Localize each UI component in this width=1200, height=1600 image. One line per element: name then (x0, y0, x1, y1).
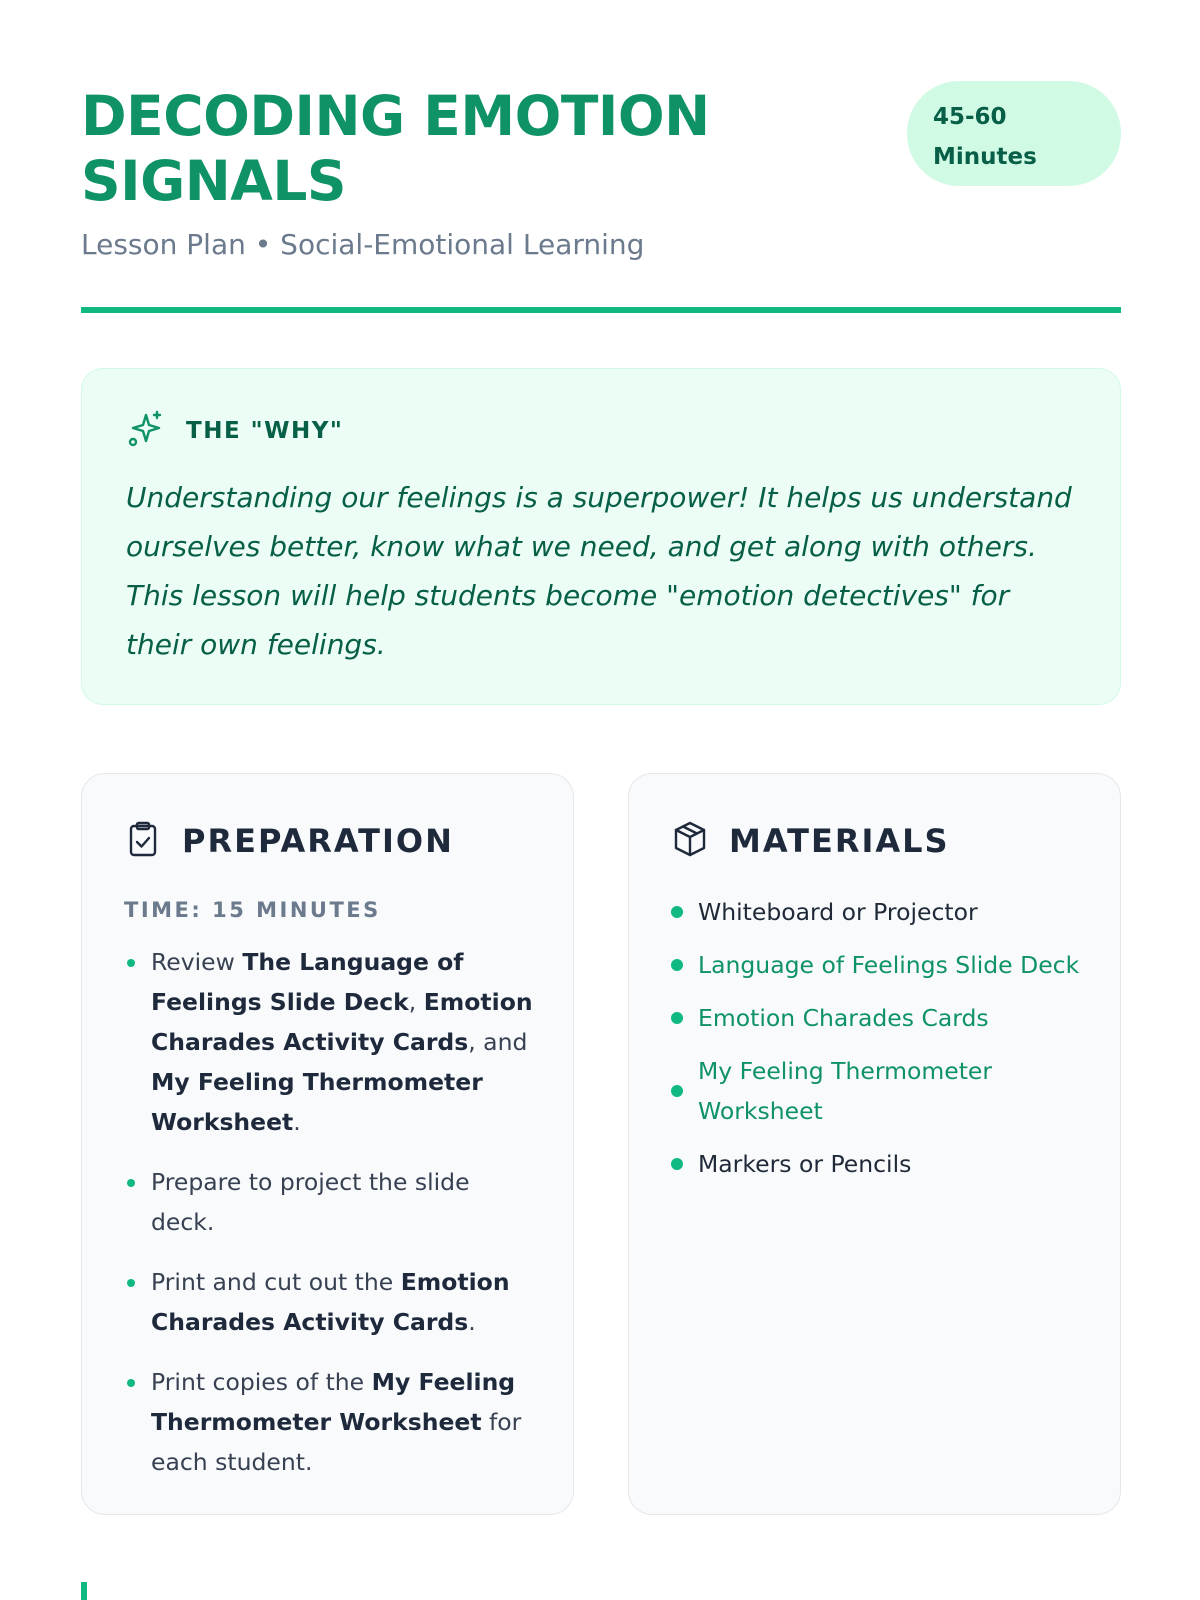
item-text: Print and cut out the (151, 1268, 401, 1296)
materials-header (671, 816, 1080, 866)
why-label: THE "WHY" (186, 418, 344, 444)
material-item[interactable] (671, 998, 1080, 1038)
item-text: Review (151, 948, 243, 976)
resource-name: Emotion Charades Activity Cards (151, 988, 533, 1056)
resource-name: My Feeling Thermometer Worksheet (151, 1368, 516, 1436)
materials-title: MATERIALS (729, 822, 950, 860)
why-text: Understanding our feelings is a superpower! It helps us understand ourselves better, know what we need, and get along with others. This lesson will help students become "emotion detectives" for their own feelings. (126, 481, 1072, 661)
resource-name: The Language of Feelings Slide Deck (151, 948, 464, 1016)
item-text: , and (468, 1028, 528, 1056)
resource-name: Emotion Charades Activity Cards (151, 1268, 510, 1336)
why-header (126, 411, 1076, 451)
preparation-time: TIME: 15 MINUTES (124, 898, 381, 922)
preparation-card (81, 773, 574, 1515)
sparkles-icon (126, 409, 166, 453)
material-link[interactable]: Emotion Charades Cards (698, 1004, 989, 1032)
item-text: for each student. (151, 1408, 522, 1476)
item-text: Print copies of the (151, 1368, 372, 1396)
item-text: Prepare to project the slide deck. (151, 1168, 470, 1236)
clipboard-check-icon (124, 820, 162, 862)
duration-unit: Minutes (933, 144, 1037, 170)
preparation-list (124, 942, 533, 1482)
material-link[interactable]: Language of Feelings Slide Deck (698, 951, 1080, 979)
material-text: Whiteboard or Projector (698, 898, 978, 926)
why-section (81, 368, 1121, 705)
preparation-item (124, 1262, 533, 1342)
package-icon (671, 820, 709, 862)
materials-card (628, 773, 1121, 1515)
page-subtitle: Lesson Plan • Social-Emotional Learning (81, 228, 645, 261)
bullet-dot (671, 906, 683, 918)
bullet-dot (671, 1012, 683, 1024)
material-item[interactable] (671, 1051, 1080, 1131)
header-divider (81, 307, 1121, 313)
preparation-title: PREPARATION (182, 822, 454, 860)
materials-list (671, 892, 1080, 1184)
material-item (671, 1144, 1080, 1184)
next-section-accent (81, 1582, 87, 1600)
duration-badge (907, 81, 1121, 186)
bullet-dot (671, 1085, 683, 1097)
preparation-item (124, 1162, 533, 1242)
material-link[interactable]: My Feeling Thermometer Worksheet (698, 1057, 993, 1125)
item-text: . (293, 1108, 301, 1136)
page-title: DECODING EMOTION SIGNALS (81, 84, 710, 213)
material-item[interactable] (671, 945, 1080, 985)
material-text: Markers or Pencils (698, 1150, 912, 1178)
preparation-item (124, 1362, 533, 1482)
bullet-dot (671, 1158, 683, 1170)
bullet-dot (671, 959, 683, 971)
item-text: , (408, 988, 424, 1016)
duration-value: 45-60 (933, 104, 1007, 130)
item-text: . (468, 1308, 476, 1336)
preparation-header (124, 816, 533, 866)
preparation-item (124, 942, 533, 1142)
resource-name: My Feeling Thermometer Worksheet (151, 1068, 483, 1136)
material-item (671, 892, 1080, 932)
